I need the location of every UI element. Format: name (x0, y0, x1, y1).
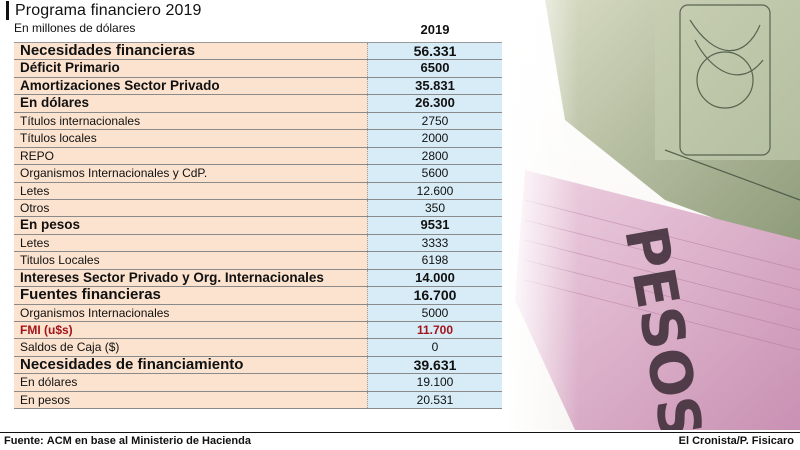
row-value: 6500 (368, 60, 502, 76)
row-value: 5000 (368, 305, 502, 321)
row-value: 11.700 (368, 322, 502, 338)
row-label: En pesos (14, 392, 368, 408)
row-value: 5600 (368, 165, 502, 181)
table-row (14, 130, 502, 147)
table-row (14, 339, 502, 356)
row-label: Organismos Internacionales (14, 305, 368, 321)
row-value: 35.831 (368, 78, 502, 94)
table-row (14, 322, 502, 339)
table-row (14, 305, 502, 322)
row-label: Fuentes financieras (14, 287, 368, 303)
table-row (14, 270, 502, 287)
row-value: 0 (368, 339, 502, 355)
row-label: Necesidades de financiamiento (14, 357, 368, 373)
table-row (14, 357, 502, 374)
table-row (14, 148, 502, 165)
credit: El Cronista/P. Fisicaro (678, 435, 794, 447)
table-row (14, 183, 502, 200)
row-label: En dólares (14, 95, 368, 111)
row-value: 2800 (368, 148, 502, 164)
row-label: Déficit Primario (14, 60, 368, 76)
row-value: 12.600 (368, 183, 502, 199)
row-label: FMI (u$s) (14, 322, 368, 338)
table-row (14, 113, 502, 130)
row-label: Intereses Sector Privado y Org. Internacionales (14, 270, 368, 286)
row-value: 350 (368, 200, 502, 216)
row-value: 14.000 (368, 270, 502, 286)
row-value: 39.631 (368, 357, 502, 373)
row-value: 16.700 (368, 287, 502, 303)
source-text: ACM en base al Ministerio de Hacienda (46, 435, 251, 447)
table-row (14, 165, 502, 182)
units-subtitle: En millones de dólares (14, 21, 136, 35)
table-row (14, 235, 502, 252)
row-value: 56.331 (368, 43, 502, 59)
row-label: Amortizaciones Sector Privado (14, 78, 368, 94)
page-title: Programa financiero 2019 (6, 1, 505, 20)
row-value: 19.100 (368, 374, 502, 390)
row-label: Títulos internacionales (14, 113, 368, 129)
row-label: Letes (14, 183, 368, 199)
table-row (14, 374, 502, 391)
banknote-photo (505, 0, 800, 430)
footer-divider (0, 432, 800, 433)
row-value: 6198 (368, 252, 502, 268)
table-row (14, 287, 502, 304)
row-label: Títulos locales (14, 130, 368, 146)
row-value: 20.531 (368, 392, 502, 408)
row-label: En dólares (14, 374, 368, 390)
table-row (14, 78, 502, 95)
table-row (14, 43, 502, 60)
table-row (14, 392, 502, 409)
table-row (14, 95, 502, 112)
row-label: Titulos Locales (14, 252, 368, 268)
table-row (14, 252, 502, 269)
row-value: 3333 (368, 235, 502, 251)
source-note (4, 435, 251, 448)
row-value: 2750 (368, 113, 502, 129)
source-prefix: Fuente: (4, 435, 44, 447)
row-label: REPO (14, 148, 368, 164)
row-label: Organismos Internacionales y CdP. (14, 165, 368, 181)
row-label: Necesidades financieras (14, 43, 368, 59)
row-value: 26.300 (368, 95, 502, 111)
row-label: En pesos (14, 217, 368, 233)
row-label: Saldos de Caja ($) (14, 339, 368, 355)
table-row (14, 200, 502, 217)
table-row (14, 217, 502, 234)
row-value: 9531 (368, 217, 502, 233)
row-label: Otros (14, 200, 368, 216)
row-value: 2000 (368, 130, 502, 146)
row-label: Letes (14, 235, 368, 251)
year-column-header: 2019 (420, 22, 450, 37)
table-row (14, 60, 502, 77)
banknote-illustration (505, 0, 800, 430)
financial-program-table (14, 42, 502, 409)
